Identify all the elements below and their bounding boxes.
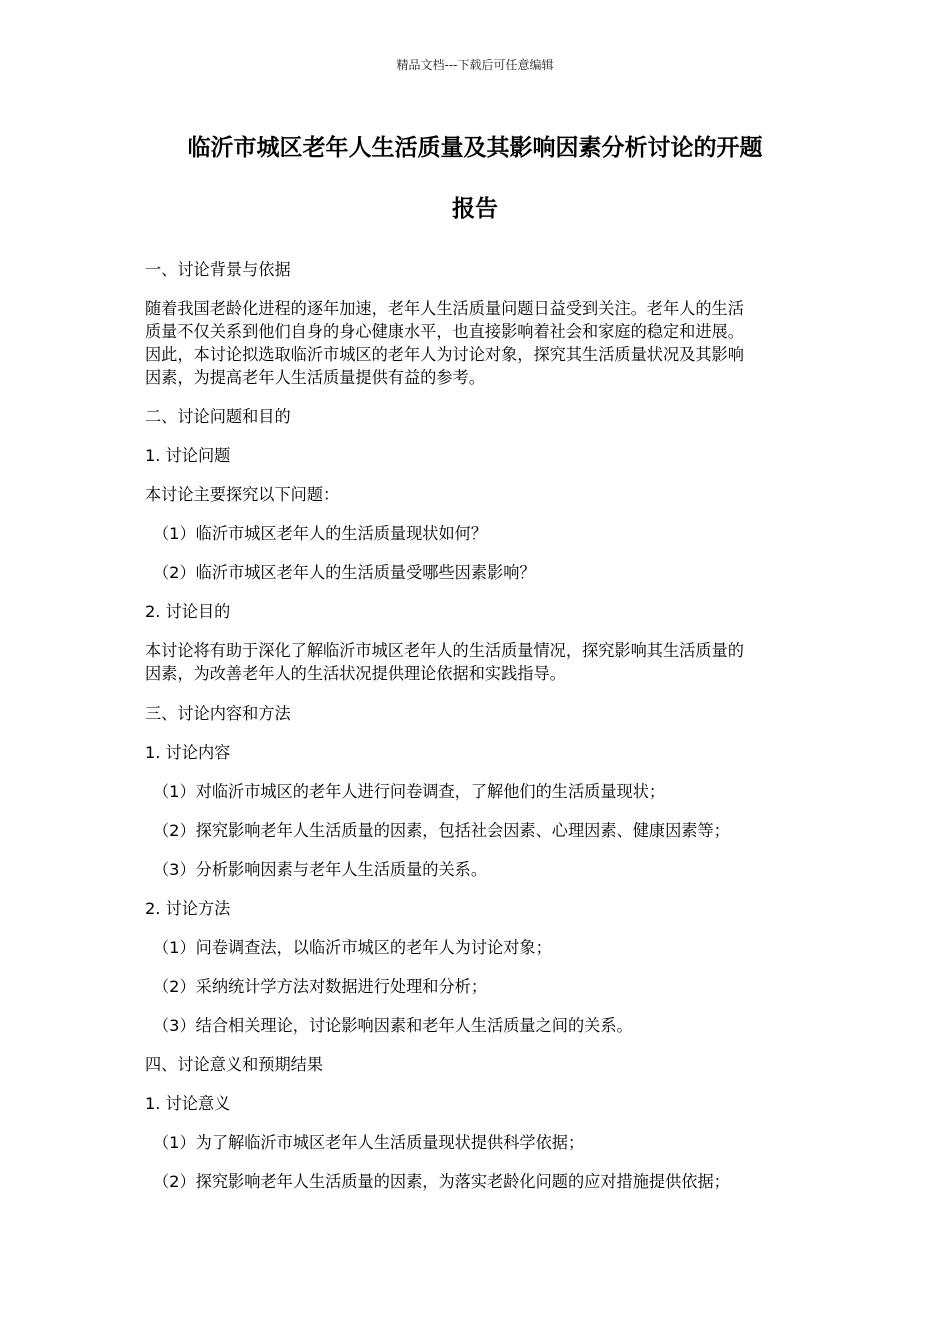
header-note: 精品文档---下载后可任意编辑 [396,58,554,72]
list-item: （2）临沂市城区老年人的生活质量受哪些因素影响？ [153,563,536,582]
list-item: （1）临沂市城区老年人的生活质量现状如何？ [153,524,488,543]
list-item: （3）分析影响因素与老年人生活质量的关系。 [153,860,488,879]
subheading-research-content: 1. 讨论内容 [145,743,231,762]
paragraph-line: 因素，为提高老年人生活质量提供有益的参考。 [145,368,485,387]
list-item: （1）为了解临沂市城区老年人生活质量现状提供科学依据； [153,1133,585,1152]
list-item: （2）探究影响老年人生活质量的因素，包括社会因素、心理因素、健康因素等； [153,821,730,840]
section-heading-1: 一、讨论背景与依据 [145,260,291,279]
questions-intro: 本讨论主要探究以下问题： [145,485,340,504]
document-title [145,132,805,225]
section-heading-3: 三、讨论内容和方法 [145,704,291,723]
section-heading-4: 四、讨论意义和预期结果 [145,1055,324,1074]
paragraph-line: 本讨论将有助于深化了解临沂市城区老年人的生活质量情况，探究影响其生活质量的 [145,641,744,660]
list-item: （2）采纳统计学方法对数据进行处理和分析； [153,977,488,996]
list-item: （1）问卷调查法，以临沂市城区的老年人为讨论对象； [153,938,552,957]
title-line-1: 临沂市城区老年人生活质量及其影响因素分析讨论的开题 [187,135,763,161]
paragraph-line: 因素，为改善老年人的生活状况提供理论依据和实践指导。 [145,664,566,683]
list-item: （2）探究影响老年人生活质量的因素，为落实老龄化问题的应对措施提供依据； [153,1172,730,1191]
paragraph-line: 质量不仅关系到他们自身的身心健康水平，也直接影响着社会和家庭的稳定和进展。 [145,322,744,341]
section-1-paragraph [145,297,805,389]
subheading-research-questions: 1. 讨论问题 [145,446,231,465]
section-heading-2: 二、讨论问题和目的 [145,407,291,426]
subheading-research-significance: 1. 讨论意义 [145,1094,231,1113]
title-line-2: 报告 [452,196,498,222]
section-2-paragraph [145,639,805,685]
subheading-research-method: 2. 讨论方法 [145,899,231,918]
paragraph-line: 随着我国老龄化进程的逐年加速，老年人生活质量问题日益受到关注。老年人的生活 [145,299,744,318]
list-item: （1）对临沂市城区的老年人进行问卷调查，了解他们的生活质量现状； [153,782,666,801]
subheading-research-purpose: 2. 讨论目的 [145,602,231,621]
list-item: （3）结合相关理论，讨论影响因素和老年人生活质量之间的关系。 [153,1016,633,1035]
paragraph-line: 因此，本讨论拟选取临沂市城区的老年人为讨论对象，探究其生活质量状况及其影响 [145,345,744,364]
